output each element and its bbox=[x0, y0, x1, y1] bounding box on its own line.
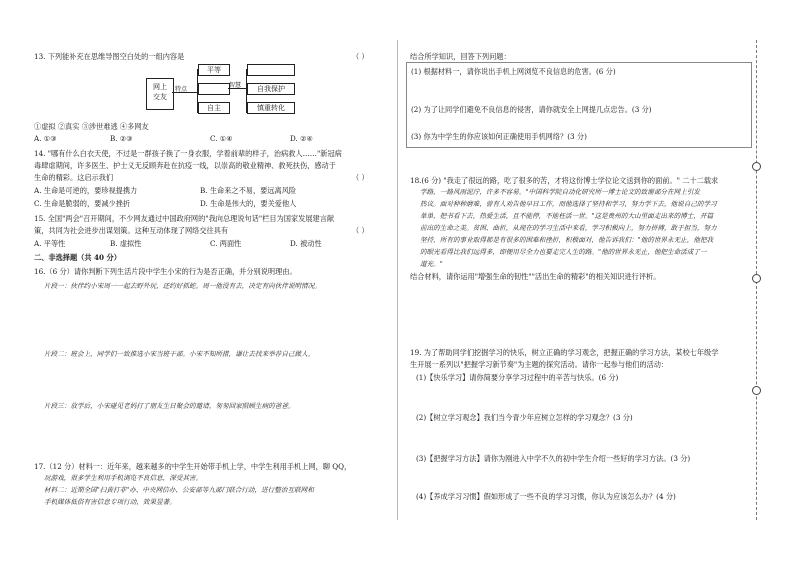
mindmap-root-line1: 网上 bbox=[153, 83, 167, 91]
q15-answer-paren: （ ） bbox=[352, 226, 369, 235]
q14-answer-paren: （ ） bbox=[352, 173, 369, 182]
q16-fragment-3: 片段三：放学后，小宋碰见老妈打了朋友生日聚会的邀请，匆匆回家照顾生病的爸爸。 bbox=[44, 402, 295, 410]
q15-option-b[interactable]: B. 虚拟性 bbox=[110, 239, 142, 248]
right-intro: 结合所学知识，回答下列问题： bbox=[410, 52, 511, 61]
q13-option-b[interactable]: B. ②③ bbox=[110, 134, 133, 143]
q14-option-a[interactable]: A. 生命是可逆的，要珍视提携力 bbox=[34, 186, 138, 195]
q13-answer-paren: （ ） bbox=[352, 52, 369, 61]
page-center-fold bbox=[397, 40, 398, 520]
q18-line3: 热议。面对种种磨难，曾有人劝告他早日工作，而他选择了坚持和学习，努力学下去，他说自己的学习 bbox=[420, 200, 717, 208]
binding-hole-3 bbox=[752, 386, 761, 395]
q18-line7: 的眼光看得比我们远得多，即便用尽全力也要走完人生的路。"他的世界永无止，他把生命活成了一 bbox=[420, 248, 707, 256]
mindmap-label-features: 特点 bbox=[175, 86, 188, 93]
q19-line2: 生开展一系列以"把握学习新节奏"为主题的探究活动。请你一起参与他们的活动： bbox=[410, 360, 669, 369]
mindmap-box-blank-1 bbox=[198, 83, 230, 95]
q18-line4: 单单，把书看下去，热爱生活，且不能停，不能枉活一世。"这是贵州的大山里面走出来的博士，开篇 bbox=[420, 212, 714, 220]
q19-sub2: (2)【树立学习观念】我们当今青少年应树立怎样的学习观念？(3 分) bbox=[416, 413, 633, 422]
q15-option-c[interactable]: C. 两面性 bbox=[210, 239, 242, 248]
q19-line1: 19. 为了帮助同学们挖掘学习的快乐，树立正确的学习观念，把握正确的学习方法，某校七年级学 bbox=[410, 348, 719, 357]
q18-line1: 18.(6 分) "我走了很远的路，吃了很多的苦，才将这份博士学位论文送到你的面前。" 二十二载求 bbox=[410, 176, 719, 185]
q16-fragment-1: 片段一：伙伴约小宋周一一起去野外玩，还约好抓蛇。周一他没有去，决定有向伙伴说明情况。 bbox=[44, 282, 321, 290]
q18-line2: 学路，一路风雨泥泞，许多不容易。"中国科学院自动化研究所一博士论文的致谢部分在网上引发 bbox=[420, 188, 700, 196]
q17-line3: 材料二：近期全国"扫黄打非"办、中央网信办、公安部等九部门联合行动，进行整治互联网和 bbox=[44, 486, 314, 494]
q17-line4: 手机媒体低俗有害信息专项行动，效果显著。 bbox=[44, 498, 176, 506]
binding-hole-2 bbox=[752, 274, 761, 283]
q16-fragment-2: 片段二：班会上，同学们一致推选小宋当班干部。小宋不知所措，谦让去找来举荐自己做人。 bbox=[44, 350, 315, 358]
q14-option-c[interactable]: C. 生命是脆弱的，要减少挫折 bbox=[34, 199, 131, 208]
q15-option-d[interactable]: D. 被动性 bbox=[290, 239, 322, 248]
q18-task: 结合材料，请你运用"增强生命的韧性""活出生命的精彩"的相关知识进行评析。 bbox=[410, 272, 661, 281]
binding-hole-1 bbox=[752, 162, 761, 171]
q19-sub3: (3)【把握学习方法】请你为刚进入中学不久的初中学生介绍一些好的学习方法。(3 分) bbox=[416, 454, 691, 463]
q18-line8: 道光。" bbox=[420, 260, 443, 268]
mindmap-box-self-protect: 自我保护 bbox=[247, 83, 295, 95]
mindmap-root bbox=[146, 78, 174, 110]
q17-sub1: (1) 根据材料一，请你说出手机上网浏览不良信息的危害。(6 分) bbox=[411, 67, 616, 76]
q14-line3: 生命的精彩。这启示我们 bbox=[34, 173, 114, 182]
section-2-heading: 二、非选择题（共 40 分） bbox=[34, 253, 121, 262]
q13-option-c[interactable]: C. ①④ bbox=[210, 134, 233, 143]
q14-option-d[interactable]: D. 生命是伟大的，要关爱他人 bbox=[200, 199, 297, 208]
q17-line2: 玩游戏，很多学生利用手机浏览不良信息，深受其害。 bbox=[44, 474, 203, 482]
q14-line2: 毒肆虐期间，许多医生、护士义无反顾奔赴在抗疫一线，以崇高的敬业精神、救死扶伤，感动于 bbox=[34, 161, 336, 170]
q17-line1: 17.（12 分）材料一：近年来，越来越多的中学生开始带手机上学，中学生利用手机上网，聊 QQ， bbox=[34, 462, 352, 471]
q15-option-a[interactable]: A. 平等性 bbox=[34, 239, 66, 248]
q13-option-a[interactable]: A. ①③ bbox=[34, 134, 57, 143]
mindmap-root-line2: 交友 bbox=[153, 93, 167, 101]
mindmap-label-wisdom: 智慧 bbox=[229, 82, 242, 89]
q16-stem: 16.（6 分）请你判断下列生活片段中学生小宋的行为是否正确，并分别说明理由。 bbox=[34, 267, 297, 276]
q19-sub4: (4)【养成学习习惯】假如形成了一些不良的学习习惯，你认为应该怎么办？(4 分) bbox=[416, 492, 676, 501]
q19-sub1: (1)【快乐学习】请你简要分享学习过程中的辛苦与快乐。(6 分) bbox=[416, 373, 619, 382]
q17-sub3: (3) 你为中学生的你应该如何正确使用手机网络？(3 分) bbox=[411, 132, 587, 141]
mindmap-box-autonomy: 自主 bbox=[198, 102, 230, 114]
q15-line2: 策，共同为社会进步出谋划策。这种互动体现了网络交往具有 bbox=[34, 226, 229, 235]
q14-line1: 14. "哪有什么白衣天使，不过是一群孩子换了一身衣服，学着前辈的样子，治病救人……"新冠病 bbox=[34, 149, 342, 158]
q13-stem: 13. 下列能补充在思维导图空白处的一组内容是 bbox=[34, 52, 185, 61]
q18-line6: 坚持，所有的事业取得都是有很多的困难和挫折，积极面对，他告诉我们："他的世界永无止，他把我 bbox=[420, 236, 714, 244]
q13-options-line: ①虚拟 ②真实 ③涉世难逃 ④多网友 bbox=[34, 122, 149, 131]
mindmap-box-careful: 慎重转化 bbox=[247, 102, 295, 114]
q17-sub2: (2) 为了让同学们避免不良信息的侵害，请你就安全上网提几点忠告。(3 分) bbox=[411, 105, 652, 114]
q15-line1: 15. 全国"两会"召开期间，不少网友通过中国政府网的"我向总理说句话"栏目为国家发展建言献 bbox=[34, 214, 335, 223]
q13-option-d[interactable]: D. ②④ bbox=[290, 134, 313, 143]
q17-answer-area[interactable] bbox=[406, 62, 752, 148]
q18-line5: 前出的生命之美。贫困、曲折，从现在的学习生活中来看，学习积极向上，努力拼搏，敢于担当，努力 bbox=[420, 224, 717, 232]
mindmap-box-blank-2 bbox=[247, 64, 295, 76]
mindmap-box-equal: 平等 bbox=[198, 64, 230, 76]
q14-option-b[interactable]: B. 生命来之不易，要远离风险 bbox=[200, 186, 297, 195]
